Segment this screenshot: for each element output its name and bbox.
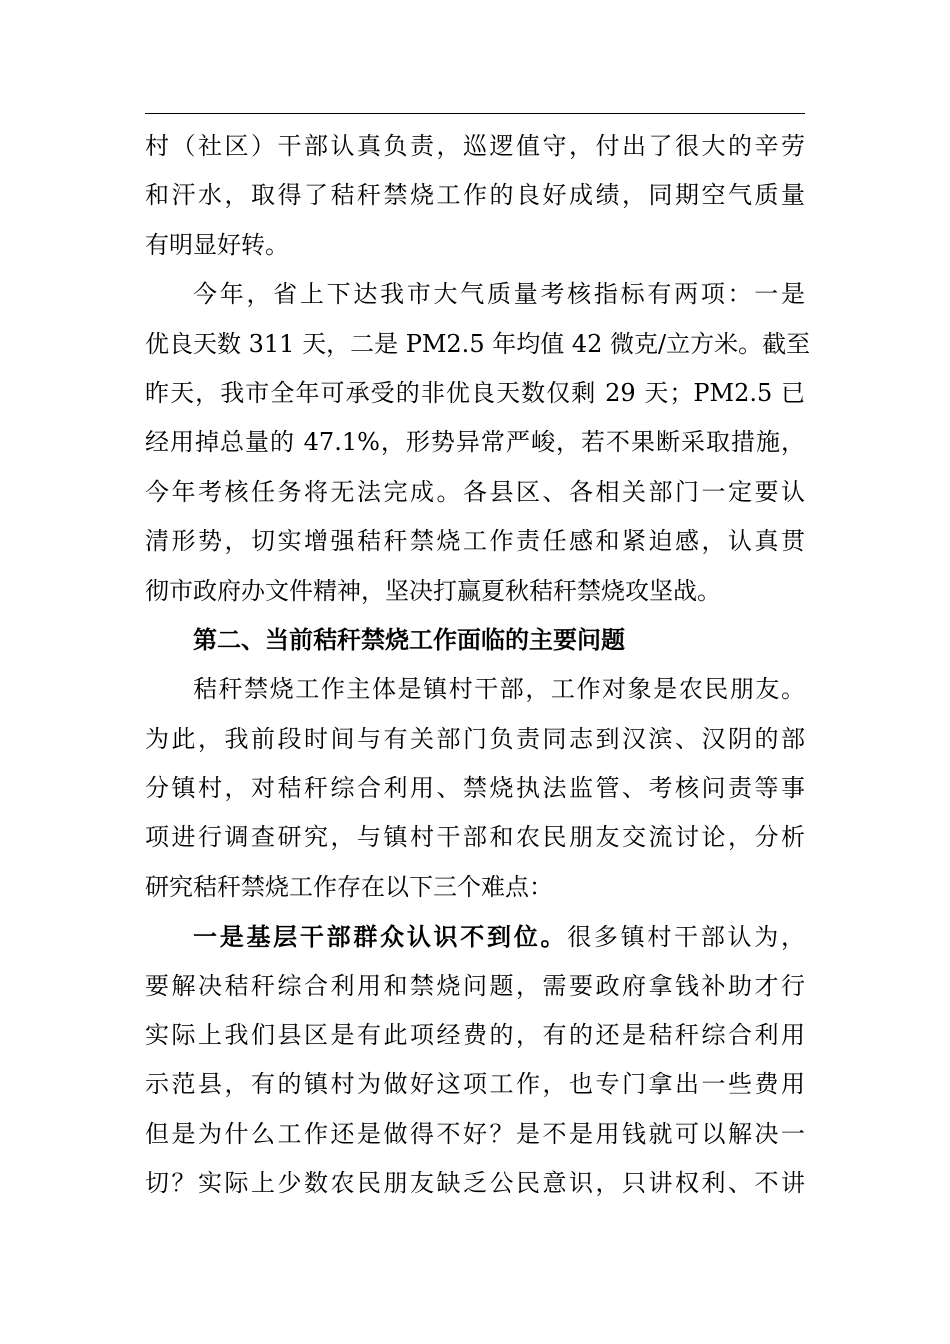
header-rule <box>145 113 805 114</box>
text-line: 清形势，切实增强秸秆禁烧工作责任感和紧迫感，认真贯 <box>145 527 805 556</box>
text-line: 项进行调查研究，与镇村干部和农民朋友交流讨论，分析 <box>145 823 805 852</box>
text-line: 村（社区）干部认真负责，巡逻值守，付出了很大的辛劳 <box>145 132 805 160</box>
paragraph-first-line: 今年，省上下达我市大气质量考核指标有两项：一是 <box>193 280 805 309</box>
text-line: 今年考核任务将无法完成。各县区、各相关部门一定要认 <box>145 477 805 506</box>
text-line: 示范县，有的镇村为做好这项工作，也专门拿出一些费用 <box>145 1070 805 1099</box>
text-line: 经用掉总量的 47.1%，形势异常严峻，若不果断采取措施， <box>145 428 805 457</box>
document-body <box>145 122 811 1209</box>
text-line: 切？实际上少数农民朋友缺乏公民意识，只讲权利、不讲 <box>145 1169 805 1198</box>
text-line: 分镇村，对秸秆综合利用、禁烧执法监管、考核问责等事 <box>145 774 805 803</box>
text-line: 为此，我前段时间与有关部门负责同志到汉滨、汉阴的部 <box>145 724 805 753</box>
text-line: 实际上我们县区是有此项经费的，有的还是秸秆综合利用 <box>145 1021 805 1050</box>
paragraph-first-line: 秸秆禁烧工作主体是镇村干部，工作对象是农民朋友。 <box>193 675 805 704</box>
point-text: 很多镇村干部认为， <box>567 923 806 952</box>
text-line: 研究秸秆禁烧工作存在以下三个难点： <box>145 872 553 901</box>
paragraph-first-line <box>145 912 805 961</box>
text-line: 彻市政府办文件精神，坚决打赢夏秋秸秆禁烧攻坚战。 <box>145 576 721 605</box>
text-line: 有明显好转。 <box>145 230 289 259</box>
text-line: 昨天，我市全年可承受的非优良天数仅剩 29 天；PM2.5 已 <box>145 378 805 407</box>
text-line: 但是为什么工作还是做得不好？是不是用钱就可以解决一 <box>145 1119 805 1148</box>
section-heading: 第二、当前秸秆禁烧工作面临的主要问题 <box>193 625 625 654</box>
point-lead: 一是基层干部群众认识不到位。 <box>193 922 568 952</box>
text-line: 和汗水，取得了秸秆禁烧工作的良好成绩，同期空气质量 <box>145 181 805 210</box>
text-line: 要解决秸秆综合利用和禁烧问题，需要政府拿钱补助才行 <box>145 971 805 1000</box>
text-line: 优良天数 311 天，二是 PM2.5 年均值 42 微克/立方米。截至 <box>145 329 811 358</box>
